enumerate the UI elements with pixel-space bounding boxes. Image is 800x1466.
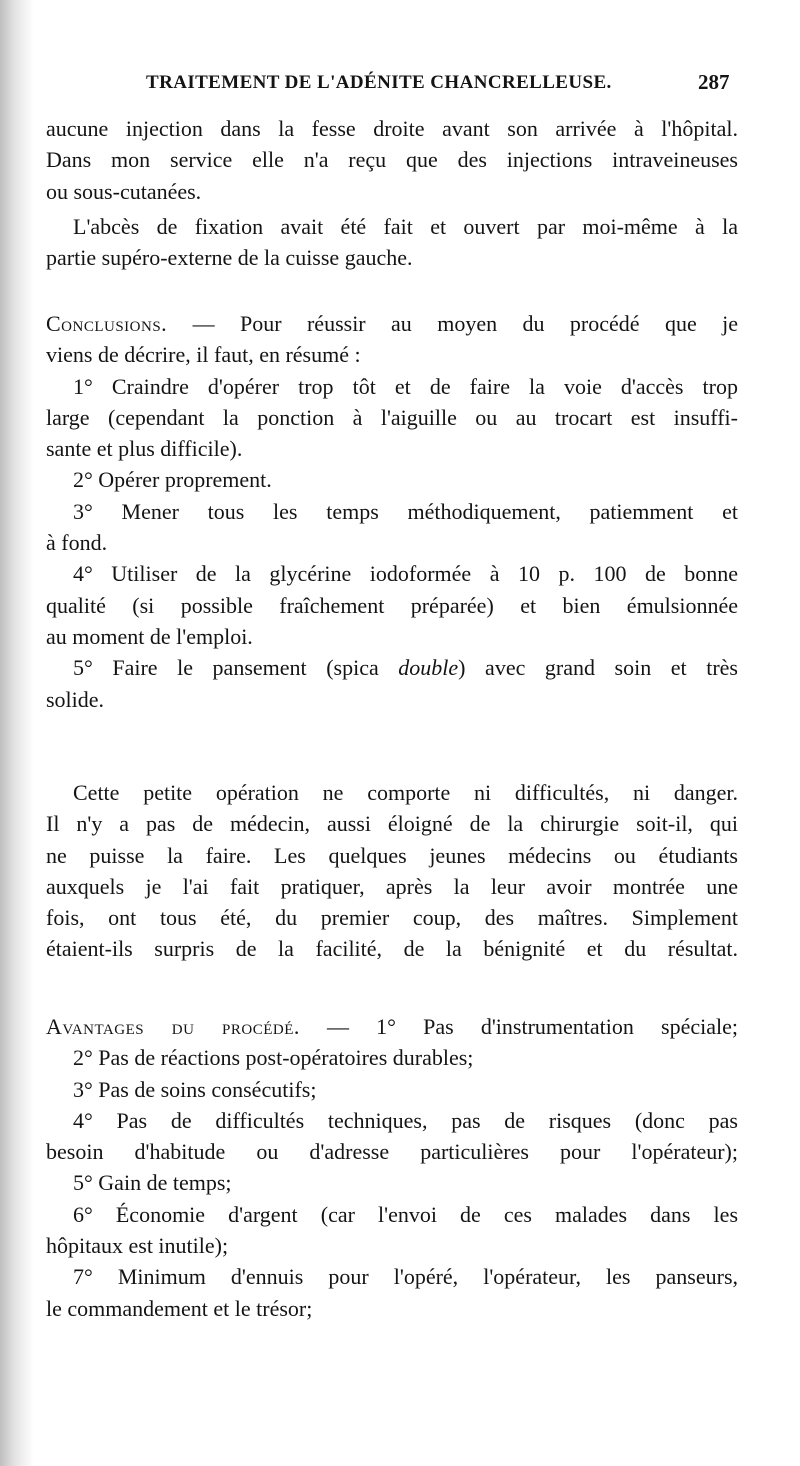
paragraph-operation: [46, 777, 738, 965]
text-line: large (cependant la ponction à l'aiguille ou au trocart est insuffi-: [46, 404, 738, 430]
text-line: qualité (si possible fraîchement préparée) et bien émulsionnée: [46, 592, 738, 618]
text-line: sante et plus difficile).: [46, 436, 243, 462]
text-line: ou sous-cutanées.: [46, 178, 202, 204]
text-line: à fond.: [46, 530, 108, 556]
running-title: TRAITEMENT DE L'ADÉNITE CHANCRELLEUSE.: [146, 72, 612, 93]
section-heading: Conclusions.: [46, 311, 168, 336]
text-line: étaient-ils surpris de la facilité, de la bénignité et du résultat.: [46, 936, 738, 962]
paragraph-abces: [46, 211, 738, 274]
list-item: 7° Minimum d'ennuis pour l'opéré, l'opérateur, les panseurs,: [73, 1264, 738, 1290]
list-item: 4° Utiliser de la glycérine iodoformée à 10 p. 100 de bonne: [73, 561, 738, 587]
text-line: Cette petite opération ne comporte ni difficultés, ni danger.: [73, 780, 738, 805]
text-line: partie supéro-externe de la cuisse gauche.: [46, 245, 413, 271]
paragraph-injections: [46, 113, 738, 207]
text-line: Conclusions. — Pour réussir au moyen du procédé que je: [46, 311, 738, 336]
page-header: [0, 68, 800, 104]
list-item: 5° Faire le pansement (spica double) avec grand soin et très: [73, 655, 738, 681]
text-line: L'abcès de fixation avait été fait et ouvert par moi-même à la: [73, 214, 738, 239]
list-item: 3° Pas de soins consécutifs;: [73, 1076, 317, 1102]
list-item: 6° Économie d'argent (car l'envoi de ces malades dans les: [73, 1201, 738, 1227]
text-line: Dans mon service elle n'a reçu que des injections intraveineuses: [46, 147, 738, 173]
text-line: Avantages du procédé. — 1° Pas d'instrumentation spéciale;: [46, 1014, 738, 1039]
text-line: solide.: [46, 686, 105, 712]
text-line: le commandement et le trésor;: [46, 1295, 313, 1321]
text-line: ne puisse la faire. Les quelques jeunes médecins ou étudiants: [46, 842, 738, 868]
text-line: viens de décrire, il faut, en résumé :: [46, 342, 361, 368]
list-item: 2° Pas de réactions post-opératoires durables;: [73, 1045, 474, 1071]
text-line: au moment de l'emploi.: [46, 623, 253, 649]
text-line: besoin d'habitude ou d'adresse particulières pour l'opérateur);: [46, 1139, 738, 1165]
text-line: aucune injection dans la fesse droite avant son arrivée à l'hôpital.: [46, 116, 738, 141]
text-line: hôpitaux est inutile);: [46, 1233, 229, 1259]
list-item: 1° Craindre d'opérer trop tôt et de faire la voie d'accès trop: [73, 373, 738, 399]
section-avantages: [46, 1011, 738, 1324]
list-item: 5° Gain de temps;: [73, 1170, 232, 1196]
italic-word: double: [398, 655, 459, 681]
text-line: Il n'y a pas de médecin, aussi éloigné de la chirurgie soit-il, qui: [46, 811, 738, 837]
list-item: 4° Pas de difficultés techniques, pas de risques (donc pas: [73, 1107, 738, 1133]
text-line: auxquels je l'ai fait pratiquer, après la leur avoir montrée une: [46, 873, 738, 899]
list-item: 2° Opérer proprement.: [73, 467, 272, 493]
text-line: fois, ont tous été, du premier coup, des maîtres. Simplement: [46, 905, 738, 931]
section-heading: Avantages du procédé.: [46, 1014, 300, 1039]
section-conclusions: [46, 308, 738, 715]
page-number: 287: [698, 70, 730, 94]
list-item: 3° Mener tous les temps méthodiquement, patiemment et: [73, 498, 738, 524]
page-gutter-shadow: [0, 0, 34, 1466]
